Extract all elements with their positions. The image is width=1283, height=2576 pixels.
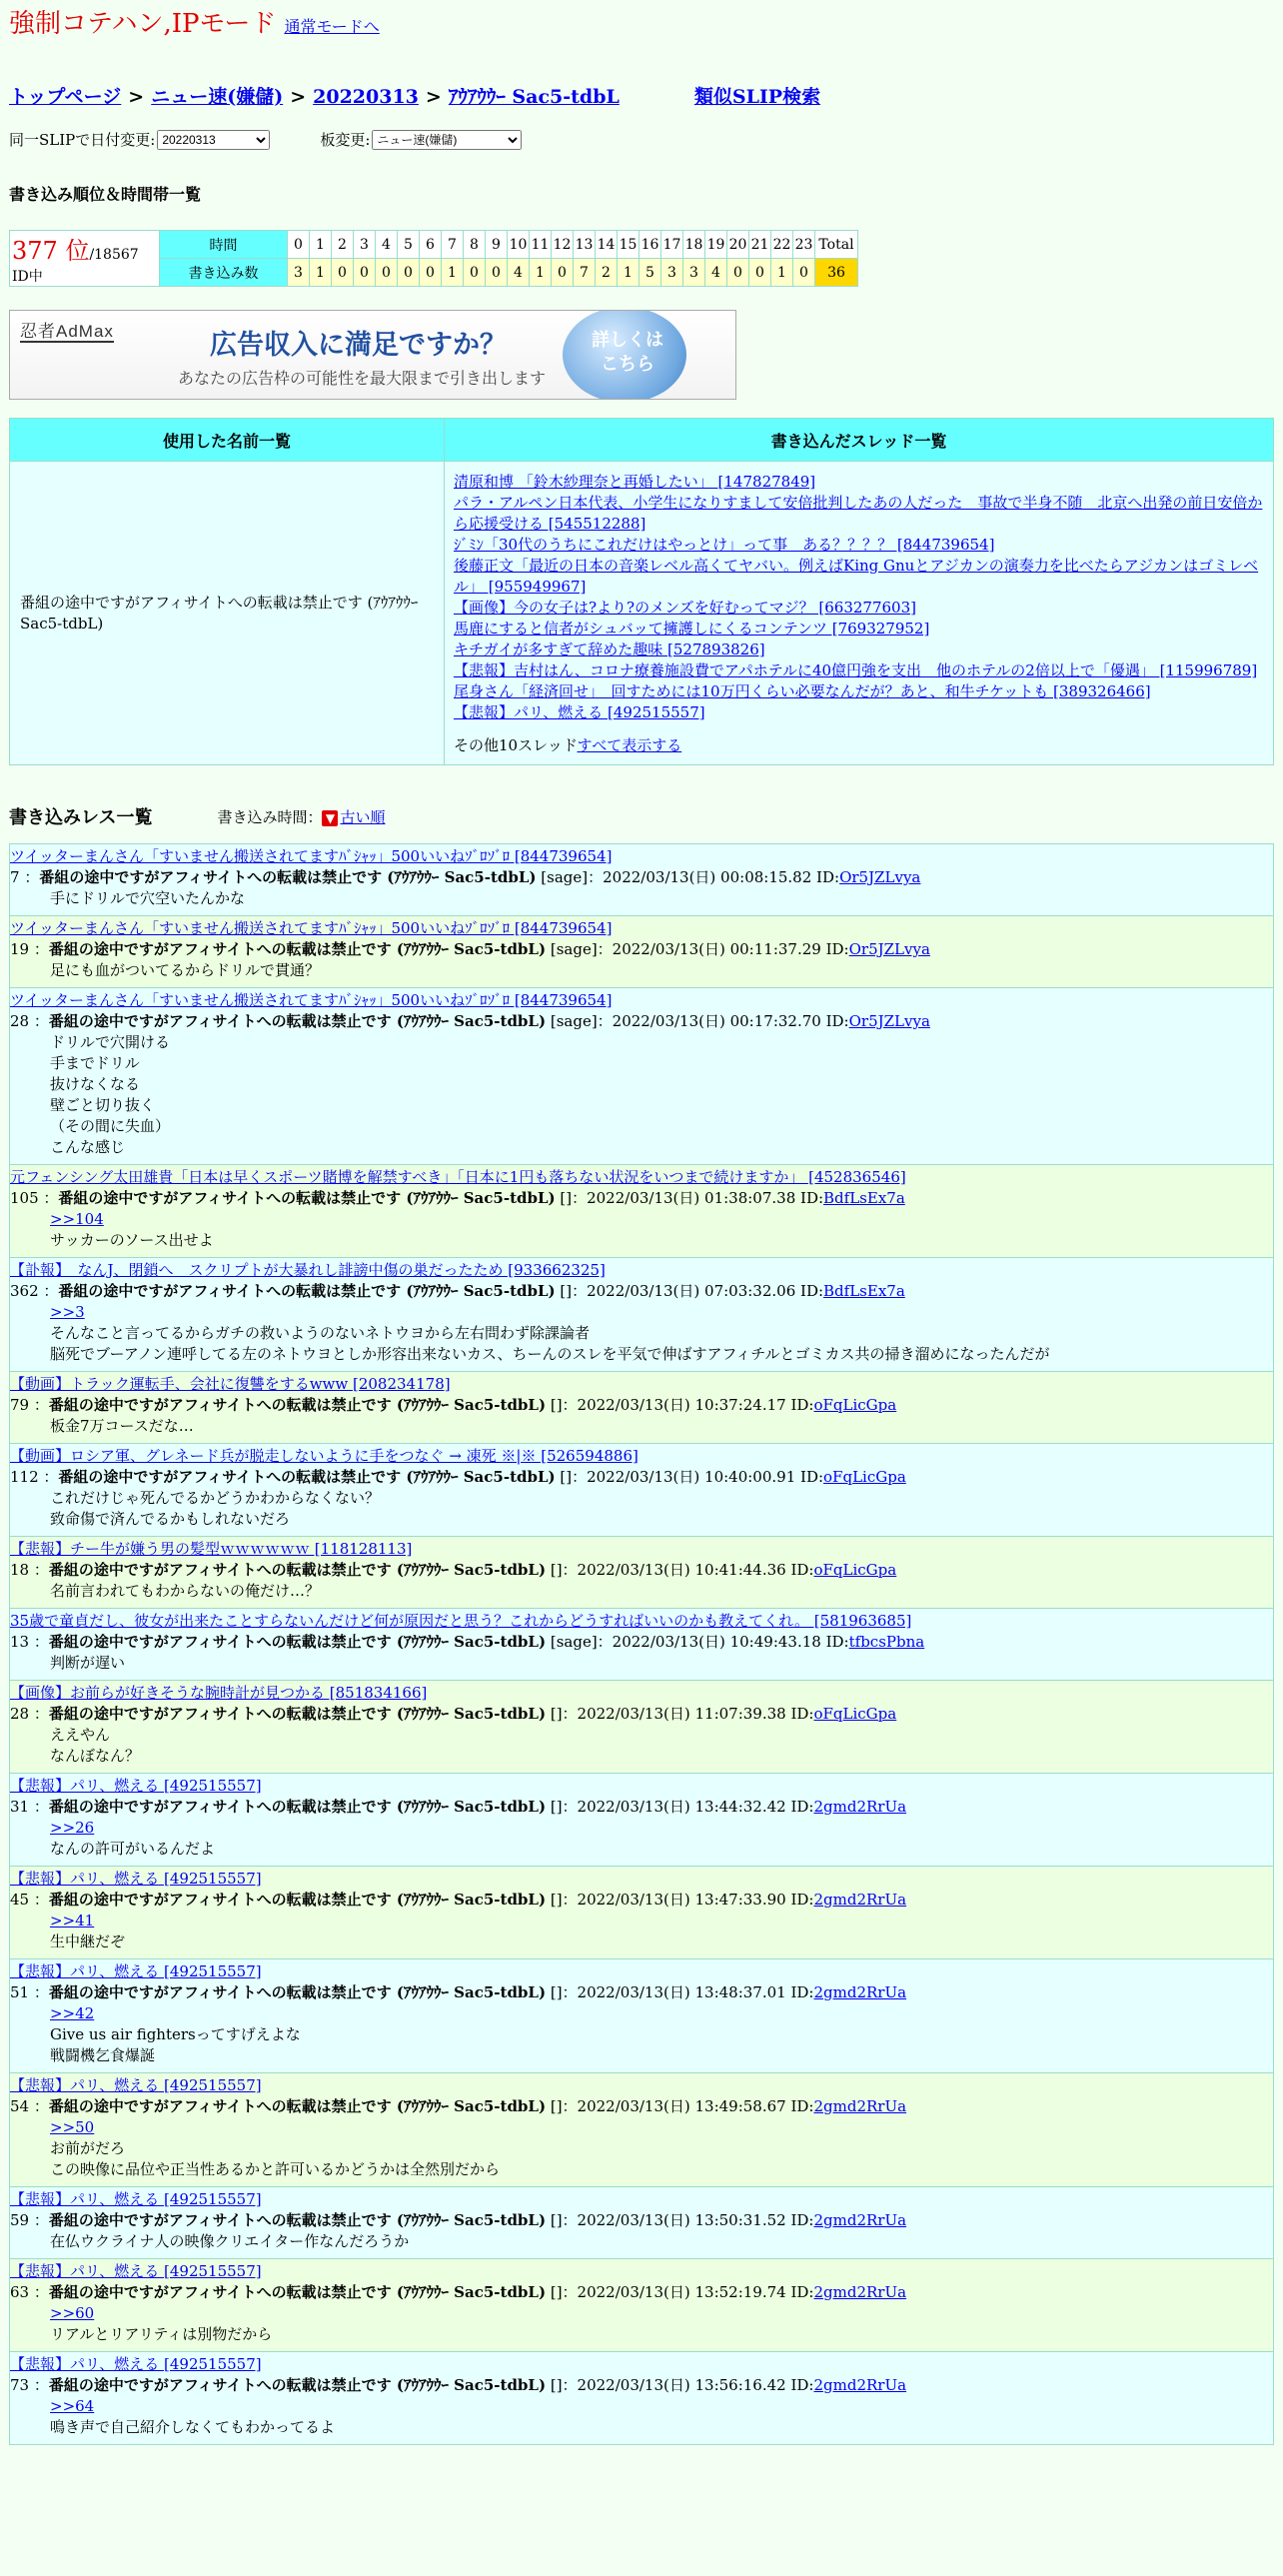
hour-cell: 6 bbox=[420, 231, 442, 259]
post-number: 112 bbox=[10, 1468, 39, 1486]
count-cell: 3 bbox=[288, 259, 310, 287]
reply-anchor-link[interactable]: >>26 bbox=[50, 1819, 95, 1837]
thread-link[interactable]: キチガイが多すぎて辞めた趣味 [527893826] bbox=[454, 641, 765, 658]
post-meta: 28 ：番組の途中ですがアフィサイトへの転載は禁止です (ｱｳｱｳｳｰ Sac5-tdbL) []：2022/03/13(日) 11:07:39.38 ID:oFqLicGpa bbox=[10, 1705, 897, 1723]
reply-anchor-link[interactable]: >>64 bbox=[50, 2397, 95, 2415]
ad-banner[interactable] bbox=[9, 310, 736, 400]
date-change-label: 同一SLIPで日付変更: bbox=[9, 131, 156, 149]
post-id-link[interactable]: oFqLicGpa bbox=[823, 1468, 906, 1486]
post-id-link[interactable]: 2gmd2RrUa bbox=[813, 1983, 907, 2001]
threads-other bbox=[454, 735, 1264, 756]
post-number: 28 bbox=[10, 1012, 30, 1030]
post-thread-link[interactable]: 【悲報】パリ、燃える [492515557] bbox=[10, 2076, 262, 2094]
breadcrumb bbox=[9, 82, 1274, 109]
total-label: Total bbox=[815, 231, 858, 259]
post-thread-link[interactable]: ツイッターまんさん「すいません搬送されてますﾊﾞｼｬｯ」500いいねｿﾞﾛｿﾞﾛ [844739654] bbox=[10, 919, 613, 937]
res-post bbox=[9, 2072, 1274, 2186]
count-cell: 0 bbox=[749, 259, 771, 287]
post-number: 105 bbox=[10, 1189, 39, 1207]
count-cell: 4 bbox=[705, 259, 727, 287]
res-list-header bbox=[9, 803, 1274, 829]
post-line: この映像に品位や正当性あるかと許可いるかどうかは全然別だから bbox=[50, 2160, 501, 2178]
breadcrumb-date[interactable]: 20220313 bbox=[313, 86, 419, 108]
post-line: 鳴き声で自己紹介しなくてもわかってるよ bbox=[50, 2418, 336, 2436]
hour-cell: 18 bbox=[683, 231, 705, 259]
post-line: こんな感じ bbox=[50, 1138, 126, 1156]
date-select[interactable] bbox=[157, 130, 270, 150]
post-line: 判断が遅い bbox=[50, 1654, 126, 1672]
board-select[interactable] bbox=[372, 130, 522, 150]
breadcrumb-top[interactable]: トップページ bbox=[9, 86, 122, 108]
post-thread-link[interactable]: 【悲報】パリ、燃える [492515557] bbox=[10, 2355, 262, 2373]
post-thread-link[interactable]: 【動画】トラック運転手、会社に復讐をするwww [208234178] bbox=[10, 1375, 451, 1393]
post-meta: 7 ：番組の途中ですがアフィサイトへの転載は禁止です (ｱｳｱｳｳｰ Sac5-tdbL) [sage]：2022/03/13(日) 00:08:15.82 ID:Or5JZLvya bbox=[10, 868, 921, 886]
post-line: Give us air fightersってすげえよな bbox=[50, 2025, 301, 2043]
post-author: 番組の途中ですがアフィサイトへの転載は禁止です (ｱｳｱｳｳｰ Sac5-tdbL) bbox=[58, 1189, 556, 1207]
post-author: 番組の途中ですがアフィサイトへの転載は禁止です (ｱｳｱｳｳｰ Sac5-tdbL) bbox=[48, 1705, 547, 1723]
hour-cell: 20 bbox=[727, 231, 749, 259]
sort-oldest-link[interactable]: 古い順 bbox=[340, 807, 386, 826]
post-id-link[interactable]: 2gmd2RrUa bbox=[813, 1798, 907, 1816]
hour-cell: 11 bbox=[530, 231, 552, 259]
post-date: []：2022/03/13(日) 13:48:37.01 ID: bbox=[546, 1983, 814, 2001]
post-number: 54 bbox=[10, 2097, 30, 2115]
show-all-threads-link[interactable]: すべて表示する bbox=[577, 736, 682, 754]
hour-cell: 7 bbox=[442, 231, 464, 259]
rank-heading: 書き込み順位＆時間帯一覧 bbox=[9, 185, 202, 204]
post-number: 63 bbox=[10, 2283, 30, 2301]
post-line: なんぼなん？ bbox=[50, 1747, 141, 1765]
post-date: [sage]：2022/03/13(日) 10:49:43.18 ID: bbox=[546, 1633, 849, 1651]
thread-link[interactable]: 馬鹿にすると信者がシュバッて擁護しにくるコンテンツ [769327952] bbox=[454, 620, 930, 638]
post-body bbox=[10, 2231, 1273, 2252]
reply-anchor-link[interactable]: >>104 bbox=[50, 1210, 104, 1228]
rank-total: /18567 ID中 bbox=[12, 247, 139, 285]
post-body bbox=[10, 1032, 1273, 1158]
post-line: 手までドリル bbox=[50, 1054, 140, 1072]
post-date: []：2022/03/13(日) 13:47:33.90 ID: bbox=[546, 1891, 814, 1909]
time-sort-label: 書き込み時間： ▼ 古い順 bbox=[217, 807, 386, 826]
thread-link[interactable]: 【悲報】パリ、燃える [492515557] bbox=[454, 703, 705, 721]
post-id-link[interactable]: 2gmd2RrUa bbox=[813, 2283, 907, 2301]
names-threads-table bbox=[9, 418, 1274, 765]
count-cell: 0 bbox=[464, 259, 486, 287]
count-cell: 0 bbox=[354, 259, 376, 287]
res-post bbox=[9, 2186, 1274, 2258]
post-body bbox=[10, 2003, 1273, 2066]
post-id-link[interactable]: tfbcsPbna bbox=[848, 1633, 925, 1651]
thread-link[interactable]: ｼﾞﾐﾝ「30代のうちにこれだけはやっとけ」って事 ある？？？？ [844739654] bbox=[454, 536, 995, 554]
hour-cell: 12 bbox=[552, 231, 574, 259]
post-meta: 31 ：番組の途中ですがアフィサイトへの転載は禁止です (ｱｳｱｳｳｰ Sac5-tdbL) []：2022/03/13(日) 13:44:32.42 ID:2gmd2RrUa bbox=[10, 1798, 907, 1816]
post-thread-link[interactable]: 【悲報】パリ、燃える [492515557] bbox=[10, 2262, 262, 2280]
post-meta: 73 ：番組の途中ですがアフィサイトへの転載は禁止です (ｱｳｱｳｳｰ Sac5-tdbL) []：2022/03/13(日) 13:56:16.42 ID:2gmd2RrUa bbox=[10, 2376, 907, 2394]
count-cell: 0 bbox=[793, 259, 815, 287]
post-thread-link[interactable]: 【悲報】パリ、燃える [492515557] bbox=[10, 1962, 262, 1980]
res-list-title: 書き込みレス一覧 bbox=[9, 807, 153, 828]
post-line: これだけじゃ死んでるかどうかわからなくない？ bbox=[50, 1489, 381, 1507]
post-thread-link[interactable]: 【悲報】パリ、燃える [492515557] bbox=[10, 1870, 262, 1888]
res-list bbox=[9, 843, 1274, 2445]
count-cell: 1 bbox=[442, 259, 464, 287]
post-line: 足にも血がついてるからドリルで貫通？ bbox=[50, 961, 321, 979]
names-header: 使用した名前一覧 bbox=[10, 419, 445, 462]
post-body bbox=[10, 1302, 1273, 1365]
hour-cell: 23 bbox=[793, 231, 815, 259]
post-author: 番組の途中ですがアフィサイトへの転載は禁止です (ｱｳｱｳｳｰ Sac5-tdbL) bbox=[48, 1396, 547, 1414]
post-body bbox=[10, 1581, 1273, 1602]
post-date: [sage]：2022/03/13(日) 00:11:37.29 ID: bbox=[546, 940, 849, 958]
hour-table bbox=[9, 230, 858, 287]
post-author: 番組の途中ですがアフィサイトへの転載は禁止です (ｱｳｱｳｳｰ Sac5-tdbL) bbox=[48, 1983, 547, 2001]
post-thread-link[interactable]: 35歳で童貞だし、彼女が出来たことすらないんだけど何が原因だと思う？これからどうすればいいのかも教えてくれ。 [581963685] bbox=[10, 1612, 912, 1630]
post-date: []：2022/03/13(日) 13:52:19.74 ID: bbox=[546, 2283, 814, 2301]
hour-cell: 13 bbox=[574, 231, 596, 259]
thread-link[interactable]: 尾身さん「経済回せ」 回すためには10万円くらい必要なんだが？あと、和牛チケットも [389326466] bbox=[454, 682, 1151, 700]
post-thread-link[interactable]: 【訃報】 なんJ、閉鎖へ スクリプトが大暴れし誹謗中傷の巣だったため [933662325] bbox=[10, 1261, 606, 1279]
count-label: 書き込み数 bbox=[160, 259, 288, 287]
post-date: [sage]：2022/03/13(日) 00:08:15.82 ID: bbox=[536, 868, 840, 886]
post-thread-link[interactable]: 【悲報】パリ、燃える [492515557] bbox=[10, 2190, 262, 2208]
post-body bbox=[10, 888, 1273, 909]
post-body bbox=[10, 1488, 1273, 1530]
post-line: ええやん bbox=[50, 1726, 111, 1744]
count-cell: 0 bbox=[398, 259, 420, 287]
breadcrumb-sep: > bbox=[128, 86, 145, 108]
similar-slip-search-link[interactable]: 類似SLIP検索 bbox=[693, 86, 821, 108]
post-date: []：2022/03/13(日) 13:44:32.42 ID: bbox=[546, 1798, 814, 1816]
post-date: []：2022/03/13(日) 10:41:44.36 ID: bbox=[546, 1561, 814, 1579]
post-author: 番組の途中ですがアフィサイトへの転載は禁止です (ｱｳｱｳｳｰ Sac5-tdbL) bbox=[58, 1282, 556, 1300]
hour-cell: 5 bbox=[398, 231, 420, 259]
post-thread-link[interactable]: 【悲報】パリ、燃える [492515557] bbox=[10, 1777, 262, 1795]
post-line: 在仏ウクライナ人の映像クリエイター作なんだろうか bbox=[50, 2232, 410, 2250]
sort-arrow-icon: ▼ bbox=[322, 810, 338, 826]
post-author: 番組の途中ですがアフィサイトへの転載は禁止です (ｱｳｱｳｳｰ Sac5-tdbL) bbox=[48, 1891, 547, 1909]
hour-cell: 2 bbox=[332, 231, 354, 259]
post-author: 番組の途中ですがアフィサイトへの転載は禁止です (ｱｳｱｳｳｰ Sac5-tdbL) bbox=[48, 1012, 547, 1030]
post-body bbox=[10, 1911, 1273, 1952]
breadcrumb-sep: > bbox=[425, 86, 442, 108]
res-post bbox=[9, 1443, 1274, 1536]
post-body bbox=[10, 1209, 1273, 1251]
post-id-link[interactable]: Or5JZLvya bbox=[848, 1012, 930, 1030]
post-number: 19 bbox=[10, 940, 30, 958]
res-post bbox=[9, 2351, 1274, 2445]
ad-headline: 広告収入に満足ですか？ bbox=[210, 330, 507, 361]
post-body bbox=[10, 960, 1273, 981]
breadcrumb-sep: > bbox=[290, 86, 307, 108]
post-line: リアルとリアリティは別物だから bbox=[50, 2325, 273, 2343]
post-number: 31 bbox=[10, 1798, 30, 1816]
rank-position: 377 位 bbox=[12, 237, 90, 265]
board-change-label: 板変更: bbox=[320, 131, 371, 149]
post-id-link[interactable]: 2gmd2RrUa bbox=[813, 2376, 907, 2394]
reply-anchor-link[interactable]: >>42 bbox=[50, 2004, 95, 2022]
hour-cell: 3 bbox=[354, 231, 376, 259]
post-thread-link[interactable]: 【悲報】チー牛が嫌う男の髪型ｗｗｗｗｗｗ [118128113] bbox=[10, 1540, 413, 1558]
post-body bbox=[10, 1653, 1273, 1674]
post-line: お前がだろ bbox=[50, 2139, 126, 2157]
post-date: []：2022/03/13(日) 07:03:32.06 ID: bbox=[555, 1282, 824, 1300]
post-line: サッカーのソース出せよ bbox=[50, 1231, 214, 1249]
post-number: 45 bbox=[10, 1891, 30, 1909]
post-line: 戦闘機乞食爆誕 bbox=[50, 2046, 156, 2064]
post-meta: 105 ：番組の途中ですがアフィサイトへの転載は禁止です (ｱｳｱｳｳｰ Sac5-tdbL) []：2022/03/13(日) 01:38:07.38 ID:BdfLsEx7a bbox=[10, 1189, 905, 1207]
post-meta: 112 ：番組の途中ですがアフィサイトへの転載は禁止です (ｱｳｱｳｳｰ Sac5-tdbL) []：2022/03/13(日) 10:40:00.91 ID:oFqLicGpa bbox=[10, 1468, 906, 1486]
post-meta: 59 ：番組の途中ですがアフィサイトへの転載は禁止です (ｱｳｱｳｳｰ Sac5-tdbL) []：2022/03/13(日) 13:50:31.52 ID:2gmd2RrUa bbox=[10, 2211, 907, 2229]
post-meta: 54 ：番組の途中ですがアフィサイトへの転載は禁止です (ｱｳｱｳｳｰ Sac5-tdbL) []：2022/03/13(日) 13:49:58.67 ID:2gmd2RrUa bbox=[10, 2097, 907, 2115]
post-number: 79 bbox=[10, 1396, 30, 1414]
post-author: 番組の途中ですがアフィサイトへの転載は禁止です (ｱｳｱｳｳｰ Sac5-tdbL) bbox=[48, 940, 547, 958]
hour-cell: 15 bbox=[618, 231, 640, 259]
hour-cell: 9 bbox=[486, 231, 508, 259]
count-cell: 0 bbox=[420, 259, 442, 287]
hour-cell: 22 bbox=[771, 231, 793, 259]
count-cell: 3 bbox=[661, 259, 683, 287]
count-cell: 3 bbox=[683, 259, 705, 287]
hour-cell: 17 bbox=[661, 231, 683, 259]
thread-link[interactable]: パラ・アルペン日本代表、小学生になりすまして安倍批判したあの人だった 事故で半身不随 北京へ出発の前日安倍から応援受ける [545512288] bbox=[454, 494, 1263, 533]
post-meta: 79 ：番組の途中ですがアフィサイトへの転載は禁止です (ｱｳｱｳｳｰ Sac5-tdbL) []：2022/03/13(日) 10:37:24.17 ID:oFqLicGpa bbox=[10, 1396, 897, 1414]
post-body bbox=[10, 2117, 1273, 2180]
thread-link[interactable]: 【悲報】吉村はん、コロナ療養施設費でアパホテルに40億円強を支出 他のホテルの2倍以上で「優遇」 [115996789] bbox=[454, 661, 1258, 679]
count-cell: 1 bbox=[310, 259, 332, 287]
post-id-link[interactable]: Or5JZLvya bbox=[848, 940, 930, 958]
post-author: 番組の途中ですがアフィサイトへの転載は禁止です (ｱｳｱｳｳｰ Sac5-tdbL) bbox=[39, 868, 537, 886]
post-number: 18 bbox=[10, 1561, 30, 1579]
res-post bbox=[9, 1371, 1274, 1443]
count-cell: 4 bbox=[508, 259, 530, 287]
used-name: 番組の途中ですがアフィサイトへの転載は禁止です (ｱｳｱｳｳｰ Sac5-tdbL) bbox=[10, 462, 445, 765]
post-number: 51 bbox=[10, 1983, 30, 2001]
post-number: 28 bbox=[10, 1705, 30, 1723]
count-cell: 0 bbox=[332, 259, 354, 287]
ad-logo: 忍者AdMax bbox=[20, 322, 114, 341]
post-author: 番組の途中ですがアフィサイトへの転載は禁止です (ｱｳｱｳｳｰ Sac5-tdbL) bbox=[58, 1468, 556, 1486]
post-date: []：2022/03/13(日) 13:50:31.52 ID: bbox=[546, 2211, 814, 2229]
res-post bbox=[9, 915, 1274, 987]
hour-cell: 8 bbox=[464, 231, 486, 259]
post-date: []：2022/03/13(日) 13:49:58.67 ID: bbox=[546, 2097, 814, 2115]
post-thread-link[interactable]: 元フェンシング太田雄貴「日本は早くスポーツ賭博を解禁すべき」「日本に1円も落ちない状況をいつまで続けますか」 [452836546] bbox=[10, 1168, 906, 1186]
post-body bbox=[10, 2396, 1273, 2438]
post-number: 73 bbox=[10, 2376, 30, 2394]
post-author: 番組の途中ですがアフィサイトへの転載は禁止です (ｱｳｱｳｳｰ Sac5-tdbL) bbox=[48, 2376, 547, 2394]
threads-other-count: その他10スレッド bbox=[454, 736, 578, 754]
post-id-link[interactable]: 2gmd2RrUa bbox=[813, 2211, 907, 2229]
post-id-link[interactable]: BdfLsEx7a bbox=[823, 1189, 905, 1207]
res-post bbox=[9, 1773, 1274, 1866]
post-meta: 63 ：番組の途中ですがアフィサイトへの転載は禁止です (ｱｳｱｳｳｰ Sac5-tdbL) []：2022/03/13(日) 13:52:19.74 ID:2gmd2RrUa bbox=[10, 2283, 907, 2301]
total-value: 36 bbox=[815, 259, 858, 287]
count-cell: 0 bbox=[486, 259, 508, 287]
post-thread-link[interactable]: 【動画】ロシア軍、グレネード兵が脱走しないように手をつなぐ → 凍死 ※|※ [526594886] bbox=[10, 1447, 639, 1465]
mode-header bbox=[9, 10, 1274, 40]
mode-title: 強制コテハン,IPモード bbox=[9, 9, 277, 39]
post-id-link[interactable]: BdfLsEx7a bbox=[823, 1282, 905, 1300]
res-post bbox=[9, 1608, 1274, 1680]
reply-anchor-link[interactable]: >>50 bbox=[50, 2118, 95, 2136]
ad-subtext: あなたの広告枠の可能性を最大限まで引き出します bbox=[178, 369, 547, 388]
post-line: 致命傷で済んでるかもしれないだろ bbox=[50, 1510, 291, 1528]
post-line: 生中継だぞ bbox=[50, 1932, 126, 1950]
selectors bbox=[9, 129, 1274, 150]
hour-cell: 10 bbox=[508, 231, 530, 259]
hour-cell: 16 bbox=[640, 231, 661, 259]
post-thread-link[interactable]: 【画像】お前らが好きそうな腕時計が見つかる [851834166] bbox=[10, 1684, 428, 1702]
hour-cell: 4 bbox=[376, 231, 398, 259]
threads-list bbox=[454, 472, 1264, 723]
post-line: 抜けなくなる bbox=[50, 1075, 141, 1093]
thread-link[interactable]: 後藤正文「最近の日本の音楽レベル高くてヤバい。例えばKing Gnuとアジカンの演奏力を比べたらアジカンはゴミレベル」 [955949967] bbox=[454, 557, 1259, 596]
rank-cell bbox=[10, 231, 160, 287]
res-post bbox=[9, 1680, 1274, 1773]
post-author: 番組の途中ですがアフィサイトへの転載は禁止です (ｱｳｱｳｳｰ Sac5-tdbL) bbox=[48, 2097, 547, 2115]
post-author: 番組の途中ですがアフィサイトへの転載は禁止です (ｱｳｱｳｳｰ Sac5-tdbL) bbox=[48, 1561, 547, 1579]
hour-cell: 14 bbox=[596, 231, 618, 259]
post-author: 番組の途中ですがアフィサイトへの転載は禁止です (ｱｳｱｳｳｰ Sac5-tdbL) bbox=[48, 1798, 547, 1816]
post-body bbox=[10, 2303, 1273, 2345]
hour-cell: 0 bbox=[288, 231, 310, 259]
count-cell: 0 bbox=[552, 259, 574, 287]
post-id-link[interactable]: oFqLicGpa bbox=[813, 1705, 897, 1723]
post-meta: 28 ：番組の途中ですがアフィサイトへの転載は禁止です (ｱｳｱｳｳｰ Sac5-tdbL) [sage]：2022/03/13(日) 00:17:32.70 ID:Or5JZLvya bbox=[10, 1012, 930, 1030]
count-cell: 5 bbox=[640, 259, 661, 287]
post-date: []：2022/03/13(日) 10:40:00.91 ID: bbox=[555, 1468, 824, 1486]
res-post bbox=[9, 1958, 1274, 2072]
thread-link[interactable]: 【画像】今の女子は?より?のメンズを好むってマジ？ [663277603] bbox=[454, 599, 916, 617]
res-post bbox=[9, 1257, 1274, 1371]
post-line: 名前言われてもわからないの俺だけ…？ bbox=[50, 1582, 321, 1600]
post-line: 板金7万コースだな… bbox=[50, 1417, 194, 1435]
res-post bbox=[9, 2258, 1274, 2351]
post-line: そんなこと言ってるからガチの救いようのないネトウヨから左右問わず除課論者 bbox=[50, 1324, 591, 1342]
normal-mode-link[interactable]: 通常モードへ bbox=[284, 17, 380, 36]
res-post bbox=[9, 1866, 1274, 1958]
post-meta: 362 ：番組の途中ですがアフィサイトへの転載は禁止です (ｱｳｱｳｳｰ Sac5-tdbL) []：2022/03/13(日) 07:03:32.06 ID:BdfLsEx7a bbox=[10, 1282, 905, 1300]
thread-link[interactable]: 清原和博 「鈴木紗理奈と再婚したい」 [147827849] bbox=[454, 473, 816, 491]
post-date: []：2022/03/13(日) 11:07:39.38 ID: bbox=[546, 1705, 814, 1723]
ad-details-button[interactable]: 詳しくはこちら bbox=[592, 330, 663, 375]
post-body bbox=[10, 1725, 1273, 1767]
res-post bbox=[9, 1536, 1274, 1608]
post-id-link[interactable]: Or5JZLvya bbox=[839, 868, 921, 886]
post-meta: 45 ：番組の途中ですがアフィサイトへの転載は禁止です (ｱｳｱｳｳｰ Sac5-tdbL) []：2022/03/13(日) 13:47:33.90 ID:2gmd2RrUa bbox=[10, 1891, 907, 1909]
res-post bbox=[9, 1164, 1274, 1257]
post-line: （その間に失血） bbox=[50, 1117, 171, 1135]
post-line: ドリルで穴開ける bbox=[50, 1033, 171, 1051]
count-cell: 1 bbox=[618, 259, 640, 287]
post-id-link[interactable]: oFqLicGpa bbox=[813, 1561, 897, 1579]
count-cell: 0 bbox=[376, 259, 398, 287]
post-thread-link[interactable]: ツイッターまんさん「すいません搬送されてますﾊﾞｼｬｯ」500いいねｿﾞﾛｿﾞﾛ [844739654] bbox=[10, 991, 613, 1009]
time-label: 時間 bbox=[160, 231, 288, 259]
post-meta: 13 ：番組の途中ですがアフィサイトへの転載は禁止です (ｱｳｱｳｳｰ Sac5-tdbL) [sage]：2022/03/13(日) 10:49:43.18 ID:tfbcsPbna bbox=[10, 1633, 925, 1651]
post-line: なんの許可がいるんだよ bbox=[50, 1840, 216, 1858]
post-line: 壁ごと切り抜く bbox=[50, 1096, 156, 1114]
post-body bbox=[10, 1818, 1273, 1860]
reply-anchor-link[interactable]: >>41 bbox=[50, 1912, 95, 1930]
post-thread-link[interactable]: ツイッターまんさん「すいません搬送されてますﾊﾞｼｬｯ」500いいねｿﾞﾛｿﾞﾛ [844739654] bbox=[10, 847, 613, 865]
hour-cell: 19 bbox=[705, 231, 727, 259]
post-author: 番組の途中ですがアフィサイトへの転載は禁止です (ｱｳｱｳｳｰ Sac5-tdbL) bbox=[48, 2211, 547, 2229]
post-number: 7 bbox=[10, 868, 20, 886]
post-id-link[interactable]: 2gmd2RrUa bbox=[813, 1891, 907, 1909]
breadcrumb-board[interactable]: ニュー速(嫌儲) bbox=[151, 86, 284, 108]
post-date: []：2022/03/13(日) 10:37:24.17 ID: bbox=[546, 1396, 814, 1414]
reply-anchor-link[interactable]: >>60 bbox=[50, 2304, 95, 2322]
post-id-link[interactable]: 2gmd2RrUa bbox=[813, 2097, 907, 2115]
post-line: 手にドリルで穴空いたんかな bbox=[50, 889, 246, 907]
breadcrumb-slip[interactable]: ｱｳｱｳｳｰ Sac5-tdbL bbox=[448, 86, 620, 108]
post-number: 59 bbox=[10, 2211, 30, 2229]
count-cell: 1 bbox=[771, 259, 793, 287]
post-date: []：2022/03/13(日) 01:38:07.38 ID: bbox=[555, 1189, 824, 1207]
post-line: 脳死でブーアノン連呼してる左のネトウヨとしか形容出来ないカス、ちーんのスレを平気で伸ばすアフィチルとゴミカス共の掃き溜めになったんだが bbox=[50, 1345, 1050, 1363]
threads-header: 書き込んだスレッド一覧 bbox=[445, 419, 1274, 462]
threads-cell bbox=[445, 462, 1274, 765]
count-cell: 0 bbox=[727, 259, 749, 287]
post-author: 番組の途中ですがアフィサイトへの転載は禁止です (ｱｳｱｳｳｰ Sac5-tdbL) bbox=[48, 2283, 547, 2301]
count-cell: 1 bbox=[530, 259, 552, 287]
post-body bbox=[10, 1416, 1273, 1437]
res-post bbox=[9, 987, 1274, 1164]
post-meta: 18 ：番組の途中ですがアフィサイトへの転載は禁止です (ｱｳｱｳｳｰ Sac5-tdbL) []：2022/03/13(日) 10:41:44.36 ID:oFqLicGpa bbox=[10, 1561, 897, 1579]
post-number: 13 bbox=[10, 1633, 30, 1651]
post-date: [sage]：2022/03/13(日) 00:17:32.70 ID: bbox=[546, 1012, 849, 1030]
post-meta: 51 ：番組の途中ですがアフィサイトへの転載は禁止です (ｱｳｱｳｳｰ Sac5-tdbL) []：2022/03/13(日) 13:48:37.01 ID:2gmd2RrUa bbox=[10, 1983, 907, 2001]
post-date: []：2022/03/13(日) 13:56:16.42 ID: bbox=[546, 2376, 814, 2394]
hour-cell: 1 bbox=[310, 231, 332, 259]
hour-cell: 21 bbox=[749, 231, 771, 259]
count-cell: 7 bbox=[574, 259, 596, 287]
post-id-link[interactable]: oFqLicGpa bbox=[813, 1396, 897, 1414]
count-cell: 2 bbox=[596, 259, 618, 287]
res-post bbox=[9, 843, 1274, 915]
post-meta: 19 ：番組の途中ですがアフィサイトへの転載は禁止です (ｱｳｱｳｳｰ Sac5-tdbL) [sage]：2022/03/13(日) 00:11:37.29 ID:Or5JZLvya bbox=[10, 940, 930, 958]
post-number: 362 bbox=[10, 1282, 39, 1300]
reply-anchor-link[interactable]: >>3 bbox=[50, 1303, 85, 1321]
post-author: 番組の途中ですがアフィサイトへの転載は禁止です (ｱｳｱｳｳｰ Sac5-tdbL) bbox=[48, 1633, 547, 1651]
